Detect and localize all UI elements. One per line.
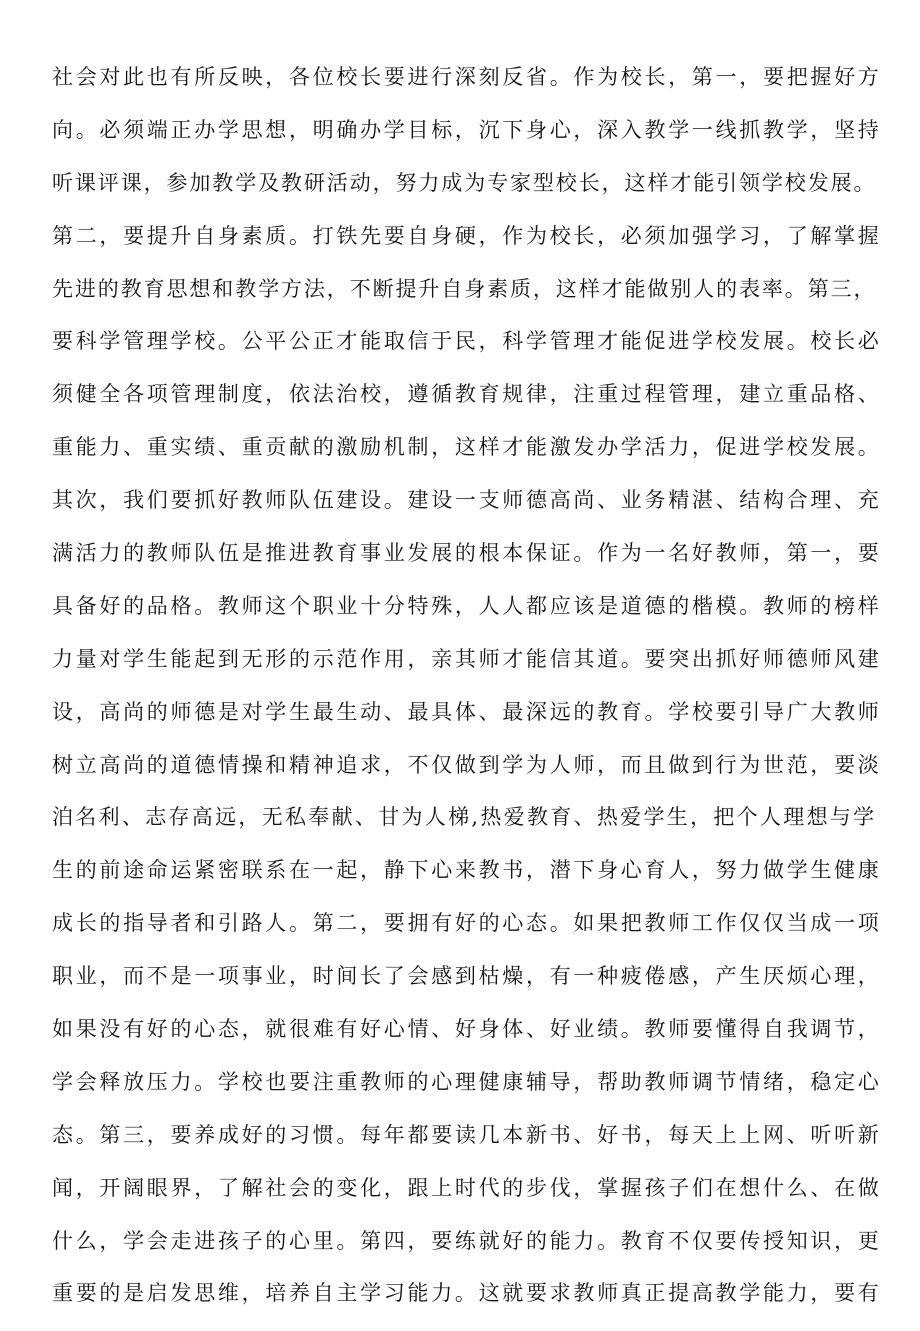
text-line: 生的前途命运紧密联系在一起，静下心来教书，潜下身心育人，努力做学生健康 <box>52 858 882 883</box>
text-line: 要科学管理学校。公平公正才能取信于民，科学管理才能促进学校发展。校长必 <box>52 329 882 354</box>
document-body <box>52 62 882 1331</box>
text-line: 第二，要提升自身素质。打铁先要自身硬，作为校长，必须加强学习，了解掌握 <box>52 223 882 248</box>
text-line: 如果没有好的心态，就很难有好心情、好身体、好业绩。教师要懂得自我调节， <box>52 1017 882 1042</box>
text-line: 重要的是启发思维，培养自主学习能力。这就要求教师真正提高教学能力，要有 <box>52 1281 882 1306</box>
text-line: 先进的教育思想和教学方法，不断提升自身素质，这样才能做别人的表率。第三， <box>52 276 877 301</box>
text-line: 须健全各项管理制度，依法治校，遵循教育规律，注重过程管理，建立重品格、 <box>52 382 882 407</box>
text-line: 闻，开阔眼界，了解社会的变化，跟上时代的步伐，掌握孩子们在想什么、在做 <box>52 1175 882 1200</box>
text-line: 满活力的教师队伍是推进教育事业发展的根本保证。作为一名好教师，第一，要 <box>52 541 882 566</box>
text-line: 其次，我们要抓好教师队伍建设。建设一支师德高尚、业务精湛、结构合理、充 <box>52 488 882 513</box>
text-line: 社会对此也有所反映，各位校长要进行深刻反省。作为校长，第一，要把握好方 <box>52 65 882 89</box>
text-line: 职业，而不是一项事业，时间长了会感到枯燥，有一种疲倦感，产生厌烦心理， <box>52 964 882 989</box>
text-line: 设，高尚的师德是对学生最生动、最具体、最深远的教育。学校要引导广大教师 <box>52 699 882 724</box>
text-line: 重能力、重实绩、重贡献的激励机制，这样才能激发办学活力，促进学校发展。 <box>52 435 882 460</box>
text-line: 态。第三，要养成好的习惯。每年都要读几本新书、好书，每天上上网、听听新 <box>52 1122 882 1147</box>
text-line: 向。必须端正办学思想，明确办学目标，沉下身心，深入教学一线抓教学，坚持 <box>52 117 882 142</box>
text-line: 具备好的品格。教师这个职业十分特殊，人人都应该是道德的楷模。教师的榜样 <box>52 593 882 618</box>
text-line: 什么，学会走进孩子的心里。第四，要练就好的能力。教育不仅要传授知识，更 <box>52 1228 882 1253</box>
text-line: 成长的指导者和引路人。第二，要拥有好的心态。如果把教师工作仅仅当成一项 <box>52 911 882 936</box>
text-line: 学会释放压力。学校也要注重教师的心理健康辅导，帮助教师调节情绪，稳定心 <box>52 1069 882 1094</box>
text-line: 泊名利、志存高远，无私奉献、甘为人梯,热爱教育、热爱学生，把个人理想与学 <box>52 805 877 830</box>
text-line: 树立高尚的道德情操和精神追求，不仅做到学为人师，而且做到行为世范，要淡 <box>52 752 882 777</box>
text-line: 力量对学生能起到无形的示范作用，亲其师才能信其道。要突出抓好师德师风建 <box>52 646 882 671</box>
text-line: 听课评课，参加教学及教研活动，努力成为专家型校长，这样才能引领学校发展。 <box>52 170 877 195</box>
